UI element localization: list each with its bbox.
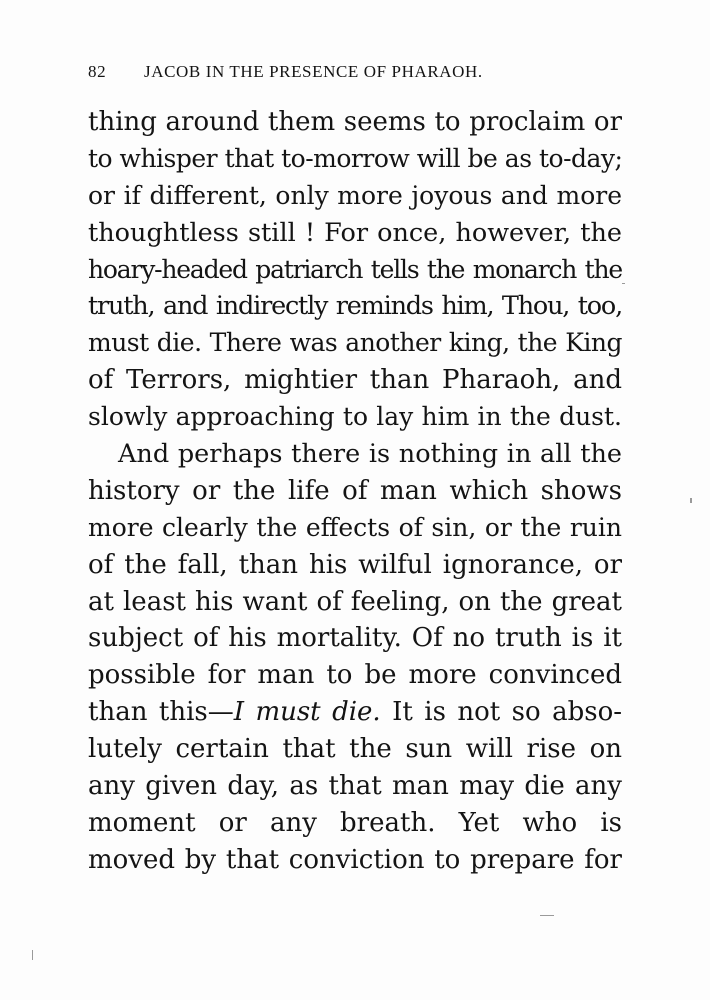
print-speck — [690, 498, 692, 503]
italic-phrase: I must die. — [233, 697, 381, 728]
text-line: to whisper that to-morrow will be as to-day; — [88, 143, 622, 173]
text-line: hoary-headed patriarch tells the monarch the — [88, 254, 622, 284]
text-line: possible for man to be more convinced — [88, 660, 622, 691]
text-line: of the fall, than his wilful ignorance, or — [88, 549, 622, 580]
text-segment: than this— — [88, 697, 234, 728]
text-line: subject of his mortality. Of no truth is it — [88, 623, 622, 654]
text-line: must die. There was another king, the King — [88, 328, 622, 358]
text-line: history or the life of man which shows — [88, 475, 622, 506]
text-line: truth, and indirectly reminds him, Thou, too, — [88, 291, 622, 322]
print-speck — [622, 283, 625, 284]
print-speck — [32, 950, 33, 960]
text-line: at least his want of feeling, on the great — [88, 586, 622, 617]
page-header — [88, 62, 622, 84]
paragraph-first-line: And perhaps there is nothing in all the — [118, 439, 622, 470]
text-line: or if different, only more joyous and more — [88, 180, 622, 210]
text-line: lutely certain that the sun will rise on — [88, 734, 622, 765]
running-head: JACOB IN THE PRESENCE OF PHARAOH. — [144, 62, 483, 81]
text-line: moment or any breath. Yet who is — [88, 807, 622, 838]
body-text — [88, 104, 622, 879]
text-line: thoughtless still ! For once, however, the — [88, 217, 622, 248]
text-line: of Terrors, mightier than Pharaoh, and — [88, 365, 622, 396]
page-number: 82 — [88, 62, 107, 81]
text-line-with-italic — [88, 694, 622, 731]
text-line: any given day, as that man may die any — [88, 771, 622, 802]
print-speck — [540, 915, 554, 916]
text-line: more clearly the effects of sin, or the ruin — [88, 512, 622, 542]
text-segment: It is not so abso- — [380, 697, 622, 728]
text-line: thing around them seems to proclaim or — [88, 107, 622, 137]
text-line: moved by that conviction to prepare for — [88, 844, 622, 875]
text-line: slowly approaching to lay him in the dust. — [88, 402, 622, 432]
